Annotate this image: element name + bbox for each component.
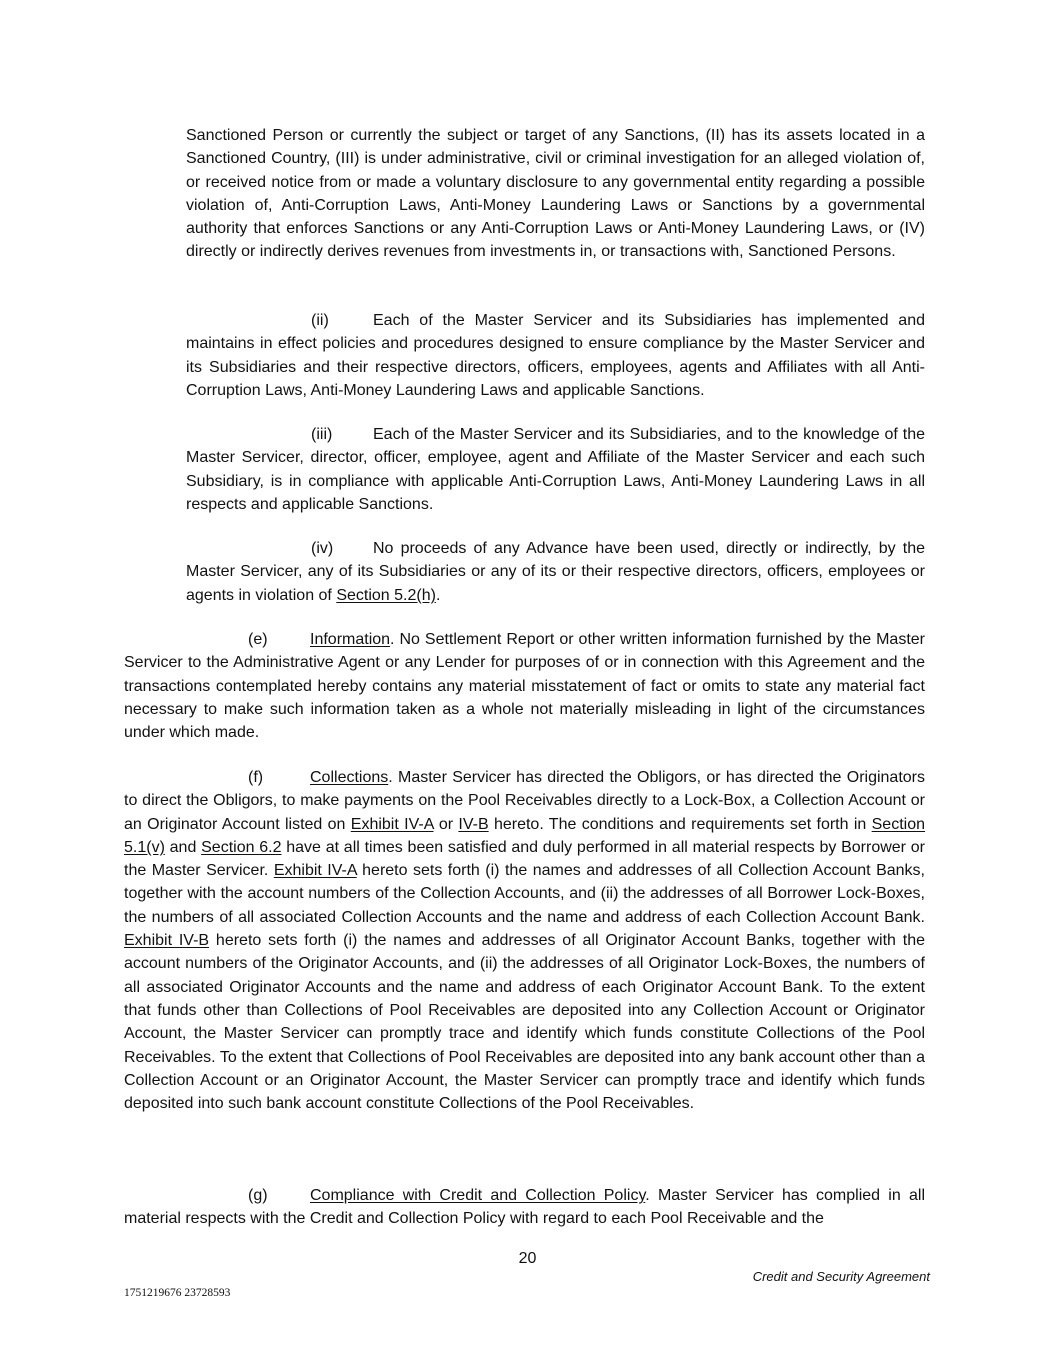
paragraph-iii <box>186 423 925 516</box>
paragraph-f-text-4: and <box>164 838 202 856</box>
paragraph-f-text-6: hereto sets forth (i) the names and addresses of all Collection Account Banks, together with the account numbers of the Collection Accounts, and (ii) the addresses of all Borrower Lock-Boxes, the numbers of all associated Collection Accounts and the name and address of each Collection Account Bank. <box>124 862 926 926</box>
paragraph-ii <box>186 309 925 402</box>
paragraph-f-label: (f) <box>248 769 264 786</box>
paragraph-g-label: (g) <box>248 1187 268 1204</box>
document-id: 1751219676 23728593 <box>124 1287 231 1299</box>
paragraph-iv-label: (iv) <box>311 540 334 557</box>
paragraph-iv-end: . <box>435 586 441 604</box>
paragraph-ii-label: (ii) <box>311 312 329 329</box>
exhibit-iv-b-link[interactable]: IV-B <box>458 815 489 833</box>
paragraph-intro-text: Sanctioned Person or currently the subject or target of any Sanctions, (II) has its assets located in a Sanctioned Country, (III) is under administrative, civil or criminal investigation for an alleged violation of, or received notice from or made a voluntary disclosure to any governmental entity regarding a possible violation of, Anti-Corruption Laws, Anti-Money Laundering Laws or Sanctions by a governmental authority that enforces Sanctions or any Anti-Corruption Laws or Anti-Money Laundering Laws, or (IV) directly or indirectly derives revenues from investments in, or transactions with, Sanctioned Persons. <box>186 127 925 261</box>
exhibit-iv-a-link[interactable]: Exhibit IV-A <box>350 815 434 833</box>
exhibit-iv-a-link-2[interactable]: Exhibit IV-A <box>273 862 357 880</box>
paragraph-ii-text: Each of the Master Servicer and its Subsidiaries has implemented and maintains in effect policies and procedures designed to ensure compliance by the Master Servicer and its Subsidiaries and their respective directors, officers, employees, agents and Affiliates with all Anti-Corruption Laws, Anti-Money Laundering Laws and applicable Sanctions. <box>186 312 925 399</box>
paragraph-e <box>124 628 925 744</box>
paragraph-f-text-7: hereto sets forth (i) the names and addresses of all Originator Account Banks, together with the account numbers of the Originator Accounts, and (ii) the addresses of all Originator Lock-Boxes, the numbers of all associated Originator Accounts and the name and address of each Originator Account Bank. To the extent that funds other than Collections of Pool Receivables are deposited into any Collection Account or Originator Account, the Master Servicer can promptly trace and identify which funds constitute Collections of the Pool Receivables. To the extent that Collections of Pool Receivables are deposited into any bank account other than a Collection Account or an Originator Account, the Master Servicer can promptly trace and identify which funds deposited into such bank account constitute Collections of the Pool Receivables. <box>124 932 925 1113</box>
information-heading: Information <box>310 631 391 648</box>
section-6-2-link[interactable]: Section 6.2 <box>201 838 282 856</box>
page-number: 20 <box>518 1250 537 1267</box>
paragraph-intro <box>186 124 925 264</box>
section-5-2-h-link[interactable]: Section 5.2(h) <box>336 586 436 604</box>
footer-title: Credit and Security Agreement <box>752 1269 930 1284</box>
paragraph-f-text-3: hereto. The conditions and requirements set forth in <box>488 815 872 833</box>
section-5-1-v-link[interactable]: Section 5.1(v) <box>124 815 925 856</box>
paragraph-f-text-5: have at all times been satisfied and duly performed in all material respects by Borrower or the Master Servicer. <box>124 838 925 880</box>
paragraph-e-text: . No Settlement Report or other written information furnished by the Master Servicer to the Administrative Agent or any Lender for purposes of or in connection with this Agreement and the transactions contemplated hereby contains any material misstatement of fact or omits to state any material fact necessary to make such information taken as a whole not materially misleading in light of the circumstances under which made. <box>124 631 925 742</box>
paragraph-iii-label: (iii) <box>311 426 333 443</box>
paragraph-g <box>124 1184 925 1231</box>
collections-heading: Collections <box>310 769 389 786</box>
paragraph-iv <box>186 537 925 607</box>
exhibit-iv-b-link-2[interactable]: Exhibit IV-B <box>124 932 210 950</box>
paragraph-f-text-1: . Master Servicer has directed the Obligors, or has directed the Originators to direct the Obligors, to make payments on the Pool Receivables directly to a Lock-Box, a Collection Account or an Originator Account listed on <box>124 769 925 833</box>
paragraph-e-label: (e) <box>248 631 268 648</box>
paragraph-g-text: . Master Servicer has complied in all material respects with the Credit and Collection Policy with regard to each Pool Receivable and the <box>124 1187 926 1228</box>
paragraph-f-text-2: or <box>433 815 459 833</box>
compliance-heading: Compliance with Credit and Collection Policy <box>310 1187 646 1204</box>
paragraph-iii-text: Each of the Master Servicer and its Subsidiaries, and to the knowledge of the Master Servicer, director, officer, employee, agent and Affiliate of the Master Servicer and each such Subsidiary, is in compliance with applicable Anti-Corruption Laws, Anti-Money Laundering Laws in all respects and applicable Sanctions. <box>186 426 925 513</box>
paragraph-f <box>124 766 925 1115</box>
paragraph-iv-text: No proceeds of any Advance have been used, directly or indirectly, by the Master Servicer, any of its Subsidiaries or any of its or their respective directors, officers, employees or agents in violation of <box>186 540 925 604</box>
